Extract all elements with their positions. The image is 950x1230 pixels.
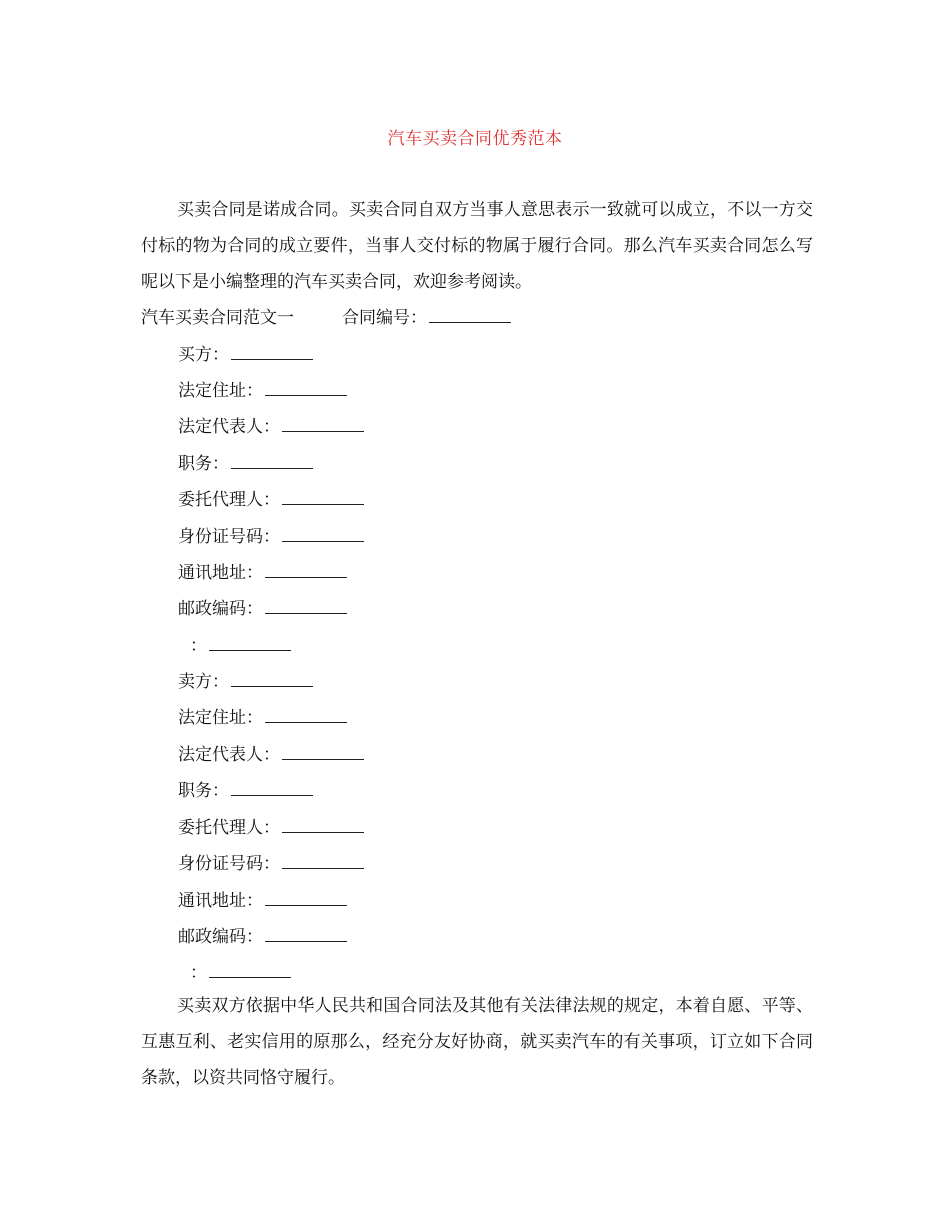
contract-no-blank <box>429 306 511 323</box>
buyer-legal-rep-line <box>178 415 364 439</box>
closing-paragraph: 买卖双方依据中华人民共和国合同法及其他有关法律法规的规定，本着自愿、平等、互惠互利、老实信用的原那么，经充分友好协商，就买卖汽车的有关事项，订立如下合同条款，以资共同恪守履行。 <box>141 996 813 1088</box>
seller-agent-blank <box>282 816 364 833</box>
seller-postcode-label: 邮政编码： <box>178 927 263 947</box>
seller-id-blank <box>282 852 364 869</box>
seller-address-line <box>178 706 347 730</box>
seller-party-label: 卖方： <box>178 672 229 692</box>
seller-address-blank <box>265 706 347 723</box>
buyer-address-label: 法定住址： <box>178 381 263 401</box>
buyer-legal-rep-label: 法定代表人： <box>178 417 280 437</box>
buyer-extra-blank <box>209 634 291 651</box>
buyer-address-line <box>178 379 347 403</box>
buyer-address-blank <box>265 379 347 396</box>
sample-heading: 汽车买卖合同范文一 <box>141 308 294 328</box>
buyer-agent-blank <box>282 488 364 505</box>
seller-mail-address-line <box>178 889 347 913</box>
buyer-mail-address-blank <box>265 561 347 578</box>
buyer-party-label: 买方： <box>178 345 229 365</box>
buyer-position-blank <box>231 452 313 469</box>
buyer-postcode-blank <box>265 597 347 614</box>
document-title: 汽车买卖合同优秀范本 <box>387 129 563 149</box>
buyer-id-label: 身份证号码： <box>178 527 280 547</box>
seller-legal-rep-label: 法定代表人： <box>178 745 280 765</box>
seller-postcode-line <box>178 925 347 949</box>
buyer-position-label: 职务： <box>178 454 229 474</box>
seller-party-line <box>178 670 313 694</box>
buyer-position-line <box>178 452 313 476</box>
seller-mail-address-blank <box>265 889 347 906</box>
buyer-mail-address-label: 通讯地址： <box>178 563 263 583</box>
sample-heading-line <box>141 306 511 330</box>
seller-legal-rep-blank <box>282 743 364 760</box>
buyer-extra-label: ： <box>190 636 207 656</box>
buyer-party-blank <box>231 343 313 360</box>
buyer-agent-label: 委托代理人： <box>178 490 280 510</box>
buyer-legal-rep-blank <box>282 415 364 432</box>
buyer-id-blank <box>282 525 364 542</box>
seller-agent-label: 委托代理人： <box>178 818 280 838</box>
seller-extra-label: ： <box>190 963 207 983</box>
buyer-id-line <box>178 525 364 549</box>
seller-address-label: 法定住址： <box>178 708 263 728</box>
seller-position-blank <box>231 779 313 796</box>
buyer-extra-line <box>190 634 291 658</box>
buyer-mail-address-line <box>178 561 347 585</box>
intro-paragraph: 买卖合同是诺成合同。买卖合同自双方当事人意思表示一致就可以成立，不以一方交付标的物为合同的成立要件，当事人交付标的物属于履行合同。那么汽车买卖合同怎么写呢以下是小编整理的汽车买卖合同，欢迎参考阅读。 <box>141 200 813 292</box>
buyer-party-line <box>178 343 313 367</box>
seller-party-blank <box>231 670 313 687</box>
seller-agent-line <box>178 816 364 840</box>
seller-id-line <box>178 852 364 876</box>
contract-no-label: 合同编号： <box>342 308 427 328</box>
buyer-agent-line <box>178 488 364 512</box>
seller-position-line <box>178 779 313 803</box>
seller-position-label: 职务： <box>178 781 229 801</box>
buyer-postcode-label: 邮政编码： <box>178 599 263 619</box>
seller-postcode-blank <box>265 925 347 942</box>
seller-legal-rep-line <box>178 743 364 767</box>
seller-id-label: 身份证号码： <box>178 854 280 874</box>
seller-extra-line <box>190 961 291 985</box>
seller-mail-address-label: 通讯地址： <box>178 891 263 911</box>
buyer-postcode-line <box>178 597 347 621</box>
seller-extra-blank <box>209 961 291 978</box>
